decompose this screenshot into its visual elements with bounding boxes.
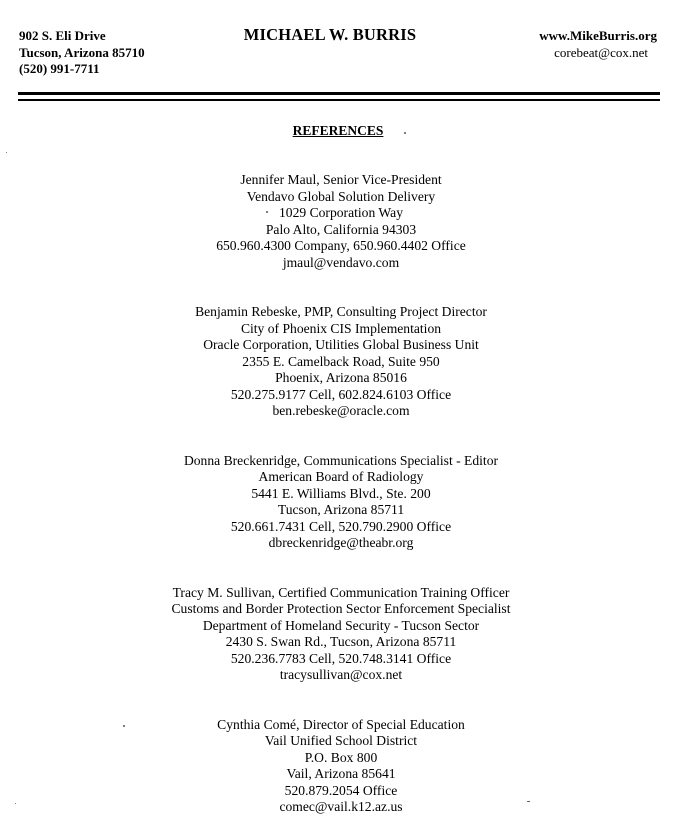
page-title-name: MICHAEL W. BURRIS [243, 25, 417, 44]
scan-speck [266, 211, 268, 213]
reference-line: P.O. Box 800 [304, 749, 378, 765]
reference-line: Vendavo Global Solution Delivery [246, 188, 436, 204]
reference-line: Phoenix, Arizona 85016 [275, 370, 407, 385]
reference-line: 520.879.2054 Office [284, 782, 398, 798]
scan-speck [6, 152, 7, 153]
reference-line: 1029 Corporation Way [278, 205, 403, 220]
website-link: www.MikeBurris.org [539, 28, 657, 43]
reference-line: comec@vail.k12.az.us [279, 799, 403, 814]
reference-line: 650.960.4300 Company, 650.960.4402 Office [216, 238, 466, 253]
reference-entry [0, 453, 676, 552]
reference-line: jmaul@vendavo.com [282, 254, 400, 270]
reference-line: Jennifer Maul, Senior Vice-President [240, 172, 442, 187]
phone-number: (520) 991-7711 [19, 61, 100, 76]
email-address: corebeat@cox.net [554, 44, 648, 60]
reference-line: Department of Homeland Security - Tucson Sector [202, 617, 480, 633]
scan-speck [527, 801, 530, 802]
header-divider-thick [18, 92, 660, 95]
scan-speck [15, 803, 16, 804]
reference-line: Tucson, Arizona 85711 [277, 502, 405, 517]
reference-line: 2355 E. Camelback Road, Suite 950 [242, 353, 440, 369]
reference-line: Vail, Arizona 85641 [286, 766, 396, 781]
reference-line: tracysullivan@cox.net [279, 667, 403, 682]
reference-line: City of Phoenix CIS Implementation [240, 320, 442, 336]
reference-entry [0, 304, 676, 420]
reference-line: Customs and Border Protection Sector Enforcement Specialist [171, 601, 511, 616]
contact-online-block [539, 28, 657, 61]
reference-line: American Board of Radiology [258, 469, 424, 484]
reference-line: 520.275.9177 Cell, 602.824.6103 Office [230, 386, 452, 402]
header-divider-thin [18, 99, 660, 101]
reference-line: 520.236.7783 Cell, 520.748.3141 Office [230, 650, 452, 666]
reference-entry [0, 585, 676, 684]
reference-line: Palo Alto, California 94303 [265, 221, 417, 237]
reference-entry [0, 717, 676, 816]
scan-speck [404, 132, 406, 134]
reference-line: Benjamin Rebeske, PMP, Consulting Project Director [195, 304, 487, 319]
reference-line: Donna Breckenridge, Communications Specialist - Editor [183, 452, 499, 468]
address-line-2: Tucson, Arizona 85710 [19, 44, 145, 60]
reference-line: 520.661.7431 Cell, 520.790.2900 Office [230, 518, 452, 534]
reference-line: Cynthia Comé, Director of Special Education [217, 716, 465, 732]
reference-line: 5441 E. Williams Blvd., Ste. 200 [251, 485, 431, 501]
reference-line: dbreckenridge@theabr.org [268, 535, 414, 550]
reference-entry [0, 172, 676, 271]
section-heading: REFERENCES [292, 123, 384, 138]
reference-line: 2430 S. Swan Rd., Tucson, Arizona 85711 [225, 634, 457, 649]
reference-line: Oracle Corporation, Utilities Global Business Unit [203, 337, 479, 352]
scan-speck [123, 725, 125, 727]
reference-line: Tracy M. Sullivan, Certified Communication Training Officer [172, 584, 510, 600]
reference-line: Vail Unified School District [264, 733, 418, 748]
references-list [0, 172, 676, 816]
reference-line: ben.rebeske@oracle.com [272, 403, 410, 418]
address-line-1: 902 S. Eli Drive [19, 28, 106, 43]
